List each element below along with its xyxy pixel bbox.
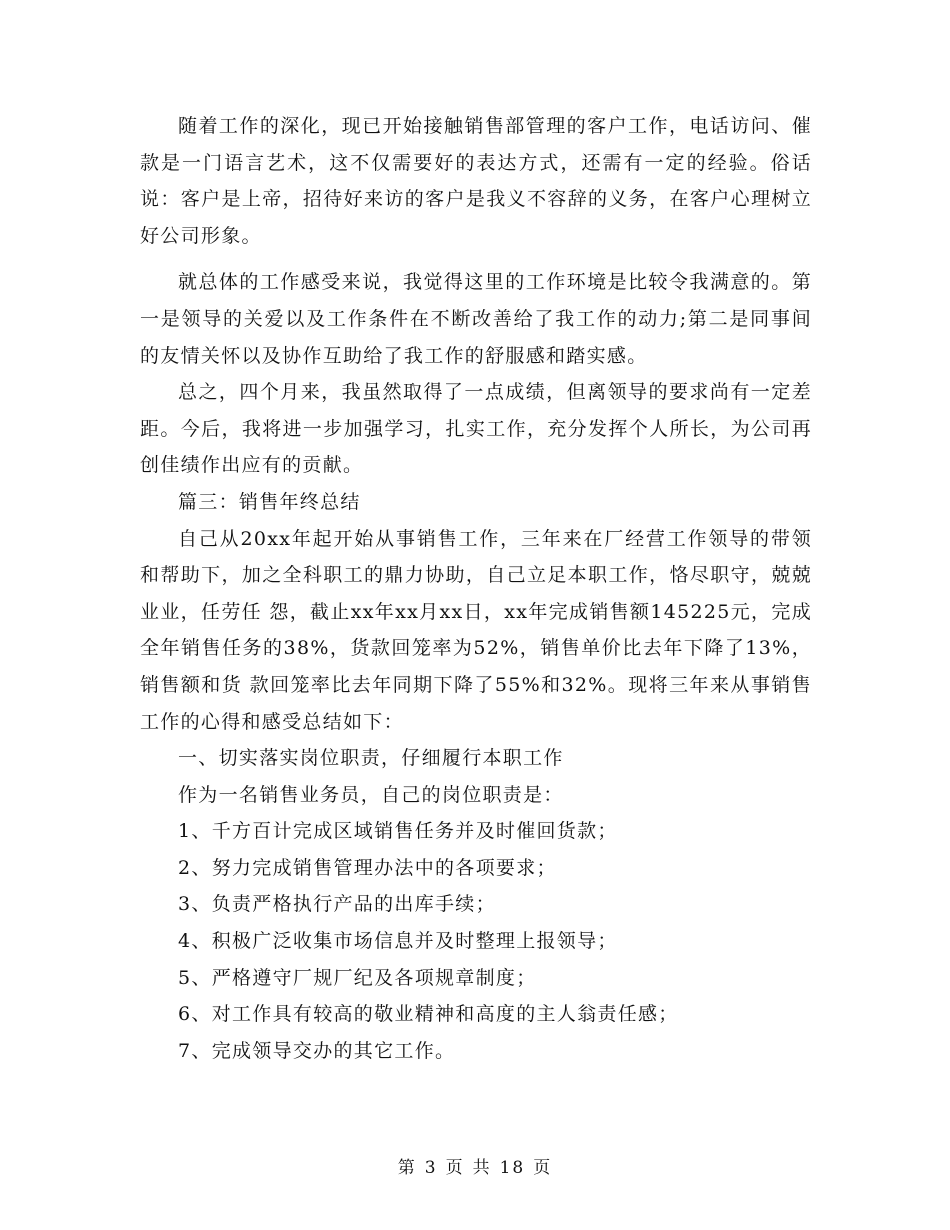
duty-intro: 作为一名销售业务员，自己的岗位职责是：	[178, 783, 564, 806]
page-footer	[0, 1153, 950, 1178]
subheading-duties: 一、切实落实岗位职责，仔细履行本职工作	[178, 747, 564, 770]
duty-item: 7、完成领导交办的其它工作。	[178, 1039, 456, 1062]
document-body	[140, 108, 812, 1069]
duty-item: 2、努力完成销售管理办法中的各项要求；	[178, 856, 557, 879]
section-title: 篇三：销售年终总结	[178, 490, 361, 513]
footer-total-label: 共	[472, 1158, 492, 1178]
duty-item: 1、千方百计完成区域销售任务并及时催回货款；	[178, 820, 618, 843]
footer-prefix: 第	[397, 1158, 417, 1178]
paragraph-conclusion: 总之，四个月来，我虽然取得了一点成绩，但离领导的要求尚有一定差距。今后，我将进一步加强学习，扎实工作，充分发挥个人所长，为公司再创佳绩作出应有的贡献。	[140, 381, 812, 477]
paragraph-work-feelings: 就总体的工作感受来说，我觉得这里的工作环境是比较令我满意的。第一是领导的关爱以及工作条件在不断改善给了我工作的动力;第二是同事间的友情关怀以及协作互助给了我工作的舒服感和踏实感。	[140, 271, 812, 367]
page-total: 18	[499, 1158, 526, 1178]
duty-item: 6、对工作具有较高的敬业精神和高度的主人翁责任感；	[178, 1003, 679, 1026]
paragraph-customer-work: 随着工作的深化，现已开始接触销售部管理的客户工作，电话访问、催款是一门语言艺术，这不仅需要好的表达方式，还需有一定的经验。俗话说：客户是上帝，招待好来访的客户是我义不容辞的义务，在客户心理树立好公司形象。	[140, 115, 812, 247]
footer-mid: 页	[445, 1158, 465, 1178]
duty-item: 3、负责严格执行产品的出库手续；	[178, 893, 496, 916]
page-number: 3	[424, 1158, 438, 1178]
duty-item: 5、严格遵守厂规厂纪及各项规章制度；	[178, 966, 537, 989]
footer-suffix: 页	[533, 1158, 553, 1178]
paragraph-sales-intro: 自己从20xx年起开始从事销售工作，三年来在厂经营工作领导的带领和帮助下，加之全科职工的鼎力协助，自己立足本职工作，恪尽职守，兢兢业业，任劳任 怨，截止xx年xx月xx日，xx年完成销售额145225元，完成全年销售任务的38%，货款回笼率为52%，销售单价比去年下降了13%，销售额和货 款回笼率比去年同期下降了55%和32%。现将三年来从事销售工作的心得和感受总结如下：	[140, 527, 812, 733]
duty-item: 4、积极广泛收集市场信息并及时整理上报领导；	[178, 930, 618, 953]
